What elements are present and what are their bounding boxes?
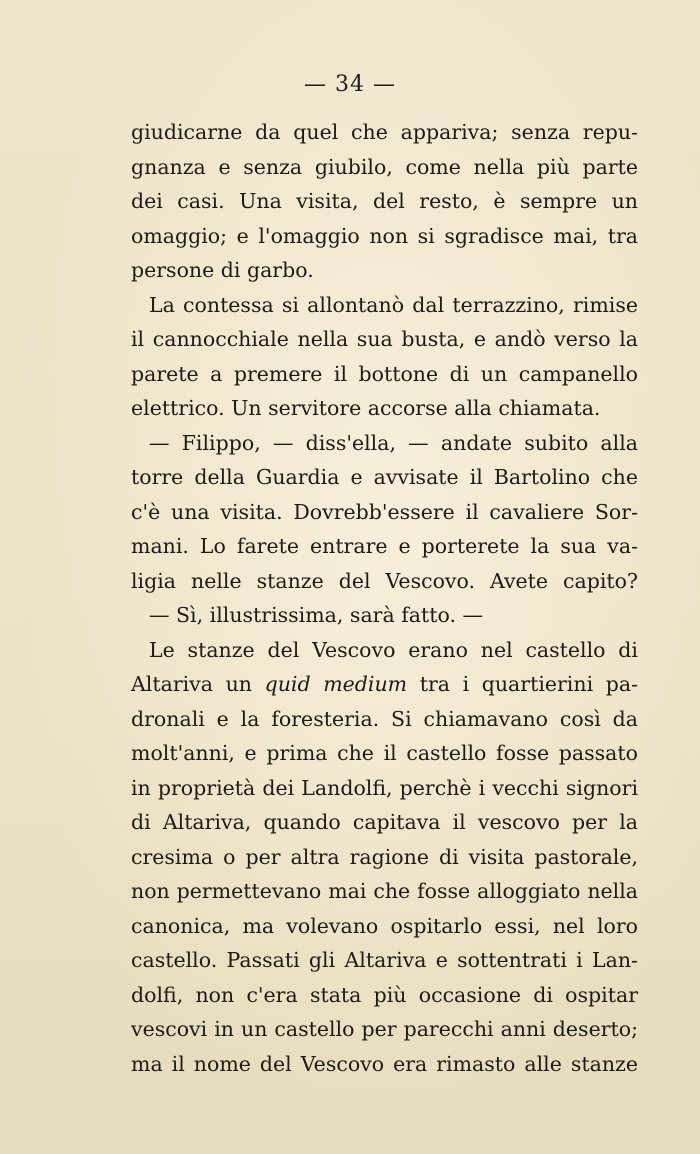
text-line: giudicarne da quel che appariva; senza repu- [131, 120, 638, 144]
text-line: il cannocchiale nella sua busta, e andò verso la [131, 327, 638, 351]
text-line: cresima o per altra ragione di visita pastorale, [131, 844, 638, 869]
italic-phrase: quid medium [264, 672, 408, 696]
text-line: dei casi. Una visita, del resto, è sempre un [131, 189, 638, 213]
text-segment: tra i quartierini pa- [407, 672, 638, 696]
text-line: torre della Guardia e avvisate il Bartolino che [131, 465, 638, 489]
text-line: La contessa si allontanò dal terrazzino, rimise [149, 292, 638, 317]
text-line: — Filippo, — diss'ella, — andate subito alla [149, 430, 638, 455]
text-line: gnanza e senza giubilo, come nella più parte [131, 154, 638, 179]
text-line: castello. Passati gli Altariva e sottentrati i Lan- [131, 948, 638, 972]
body-text [131, 115, 638, 1081]
text-line: dronali e la foresteria. Si chiamavano così da [131, 706, 638, 731]
text-line: Le stanze del Vescovo erano nel castello di [149, 637, 638, 662]
text-line: molt'anni, e prima che il castello fosse passato [131, 741, 638, 765]
text-line: mani. Lo farete entrare e porterete la sua va- [131, 534, 638, 558]
text-line: non permettevano mai che fosse alloggiato nella [131, 879, 638, 903]
text-segment: Altariva un [131, 672, 265, 696]
text-line: parete a premere il bottone di un campanello [131, 361, 638, 386]
text-line: ma il nome del Vescovo era rimasto alle stanze [131, 1051, 638, 1076]
text-line: dolfi, non c'era stata più occasione di ospitar [131, 982, 638, 1007]
text-line: persone di garbo. [131, 258, 314, 282]
text-line: in proprietà dei Landolfi, perchè i vecchi signori [131, 775, 638, 800]
text-line: c'è una visita. Dovrebb'essere il cavaliere Sor- [131, 499, 638, 524]
text-line: omaggio; e l'omaggio non si sgradisce mai, tra [131, 223, 638, 248]
text-line: — Sì, illustrissima, sarà fatto. — [149, 603, 484, 627]
page-number: — 34 — [304, 72, 396, 97]
text-line: vescovi in un castello per parecchi anni deserto; [131, 1017, 638, 1041]
text-line: elettrico. Un servitore accorse alla chiamata. [131, 396, 601, 420]
text-line: ligia nelle stanze del Vescovo. Avete capito? [131, 568, 638, 593]
text-line: canonica, ma volevano ospitarlo essi, nel loro [131, 913, 638, 938]
text-line [131, 667, 638, 702]
text-line: di Altariva, quando capitava il vescovo per la [131, 810, 638, 834]
